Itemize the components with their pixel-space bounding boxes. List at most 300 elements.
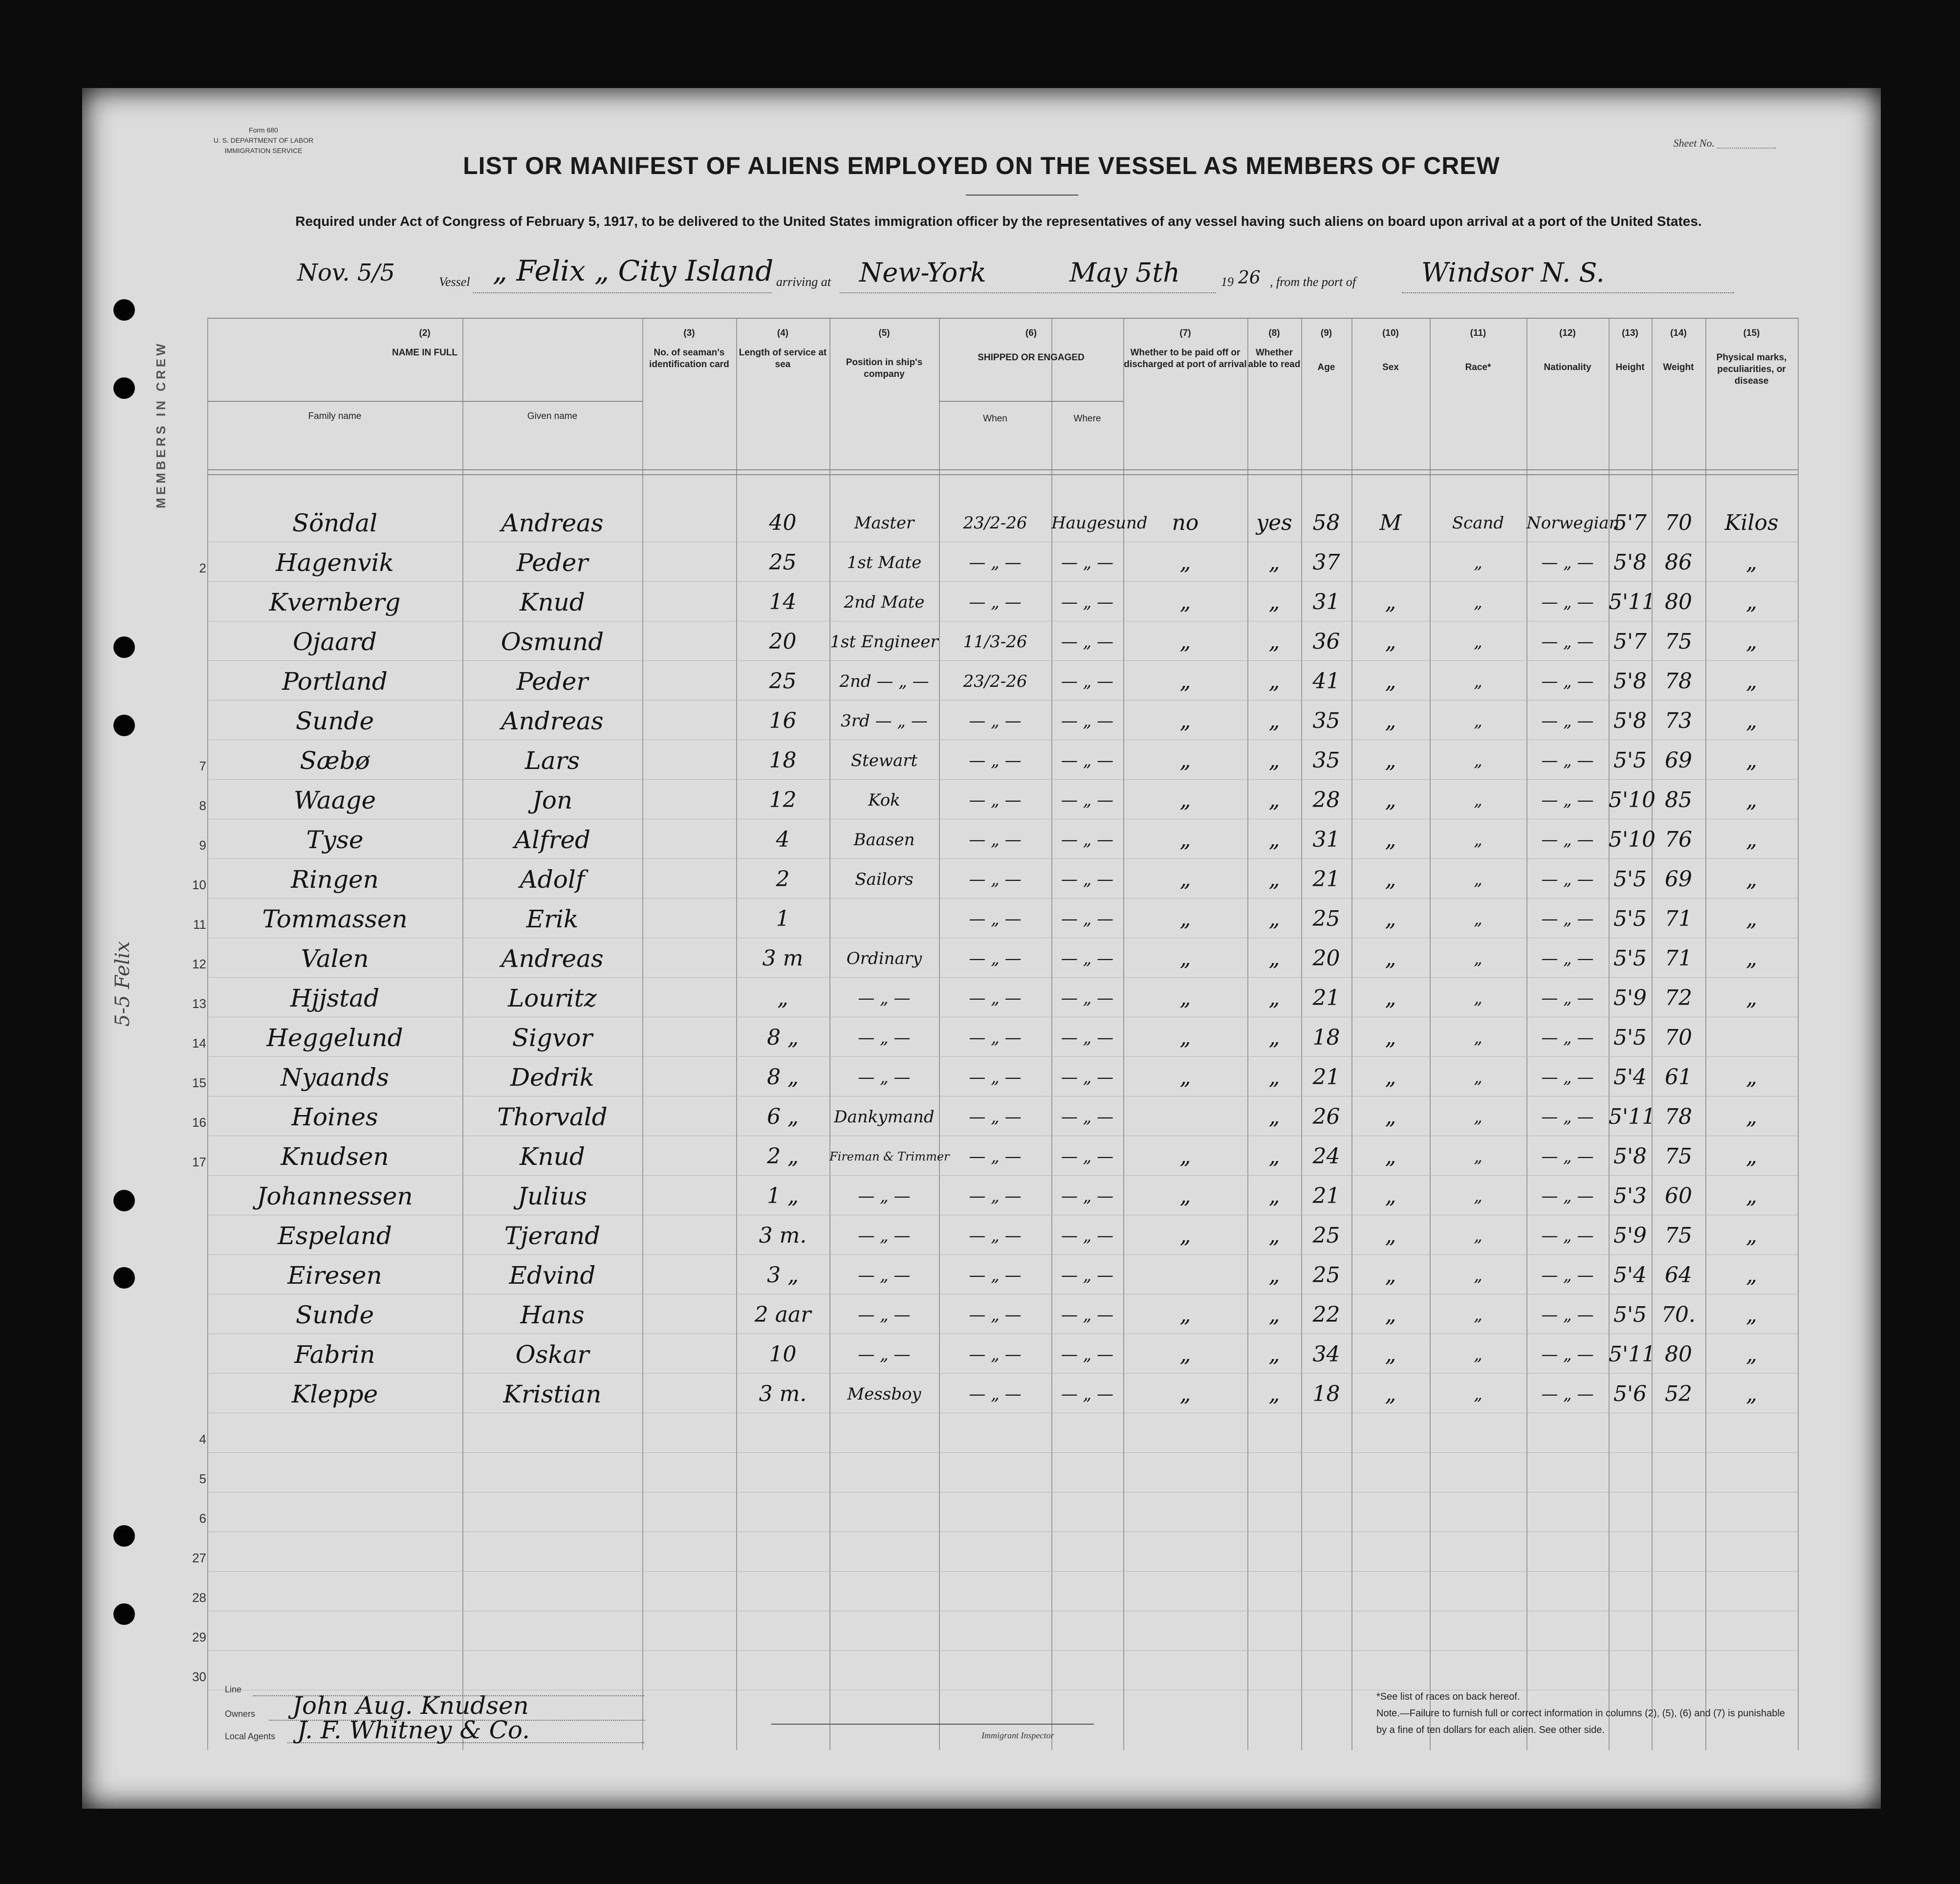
cell-race: „: [1474, 1384, 1482, 1404]
cell-family: Portland: [282, 667, 388, 696]
cell-sex: „: [1385, 1302, 1396, 1327]
crew-row: [192, 1541, 1798, 1571]
crew-row: [199, 1422, 1798, 1452]
column-header-label: NAME IN FULL: [392, 348, 458, 358]
cell-race: „: [1474, 949, 1482, 968]
requirement-text: Required under Act of Congress of February 5, 1917, to be delivered to the United States immigration officer by the representatives of any vessel having such aliens on board upon arrival at a port of the United States.: [295, 214, 1702, 229]
cell-height: 5'7: [1613, 629, 1647, 654]
cell-race: „: [1474, 870, 1482, 889]
cell-height: 5'7: [1613, 510, 1647, 535]
cell-given: Knud: [520, 1142, 585, 1171]
cell-marks: „: [1746, 986, 1757, 1010]
cell-age: 25: [1312, 1223, 1340, 1248]
cell-marks: „: [1746, 629, 1757, 654]
cell-race: „: [1474, 830, 1482, 850]
cell-race: „: [1474, 553, 1482, 572]
crew-row: [199, 1462, 1798, 1492]
crew-row: [192, 865, 1798, 898]
crew-table: [192, 318, 1798, 1750]
cell-age: 28: [1312, 788, 1340, 812]
cell-sex: „: [1385, 1342, 1396, 1367]
cell-position: — „ —: [858, 988, 911, 1008]
cell-given: Hans: [520, 1301, 585, 1329]
cell-service: 10: [769, 1342, 797, 1367]
row-number: 17: [192, 1155, 206, 1169]
year: 26: [1238, 268, 1261, 288]
cell-given: Andreas: [501, 944, 604, 973]
year-prefix: 19: [1221, 275, 1234, 289]
cell-given: Louritz: [508, 984, 597, 1012]
cell-sex: „: [1385, 708, 1396, 733]
line-label: Line: [225, 1685, 242, 1694]
column-header-label: Sex: [1382, 362, 1399, 372]
cell-read: „: [1268, 1263, 1280, 1288]
crew-row: [207, 667, 1798, 700]
cell-weight: 86: [1665, 550, 1692, 575]
cell-position: Master: [854, 513, 915, 533]
cell-paid: „: [1179, 1342, 1191, 1367]
cell-read: „: [1268, 669, 1280, 694]
cell-age: 31: [1312, 590, 1340, 614]
cell-nationality: — „ —: [1541, 672, 1594, 691]
agents-label: Local Agents: [225, 1731, 276, 1741]
column-header-num: (10): [1382, 328, 1399, 338]
from-dotted-line: [1402, 292, 1734, 293]
cell-family: Knudsen: [281, 1142, 389, 1171]
cell-service: 18: [769, 748, 797, 773]
cell-paid: „: [1179, 1183, 1191, 1208]
cell-nationality: — „ —: [1541, 1226, 1594, 1246]
cell-weight: 70: [1665, 1025, 1692, 1050]
cell-read: „: [1268, 1065, 1280, 1090]
row-number: 4: [199, 1432, 206, 1446]
cell-age: 34: [1312, 1342, 1340, 1367]
crew-row: [207, 588, 1798, 621]
binder-hole: [113, 1190, 135, 1211]
cell-weight: 78: [1665, 669, 1692, 694]
crew-row: [192, 984, 1798, 1017]
column-header-label: Height: [1615, 362, 1645, 372]
cell-position: Kok: [868, 790, 900, 810]
cell-sex: „: [1385, 1025, 1396, 1050]
cell-nationality: — „ —: [1541, 1068, 1594, 1087]
cell-where: — „ —: [1061, 909, 1114, 929]
crew-row: [192, 1580, 1798, 1611]
cell-position: 2nd — „ —: [839, 672, 929, 691]
cell-where: — „ —: [1061, 988, 1114, 1008]
cell-family: Hoines: [291, 1103, 378, 1131]
cell-given: Oskar: [515, 1340, 589, 1369]
table-row-rule: [207, 1056, 1798, 1057]
column-header-num: (5): [878, 328, 890, 338]
cell-given: Sigvor: [512, 1024, 593, 1052]
cell-family: Tommassen: [262, 905, 408, 933]
crew-row: [192, 1142, 1798, 1175]
cell-given: Julius: [517, 1182, 588, 1210]
cell-age: 21: [1312, 1183, 1340, 1208]
cell-position: Fireman & Trimmer: [829, 1150, 950, 1163]
cell-when: — „ —: [969, 751, 1022, 770]
margin-note: 5-5 Felix: [111, 941, 134, 1027]
vessel-dotted-line: [473, 292, 771, 293]
cell-weight: 76: [1665, 827, 1692, 852]
cell-age: 18: [1312, 1381, 1340, 1406]
cell-race: „: [1474, 1345, 1482, 1364]
cell-age: 18: [1312, 1025, 1340, 1050]
row-number: 14: [192, 1036, 206, 1051]
cell-read: „: [1268, 1183, 1280, 1208]
cell-where: — „ —: [1061, 672, 1114, 691]
cell-family: Espeland: [278, 1222, 392, 1250]
column-header-sub: When: [983, 414, 1007, 424]
cell-read: „: [1268, 1342, 1280, 1367]
cell-weight: 75: [1665, 1223, 1692, 1248]
column-header-num: (14): [1670, 328, 1687, 338]
crew-row: [207, 630, 1798, 660]
cell-service: 16: [769, 708, 797, 733]
crew-row: [207, 1382, 1798, 1413]
cell-when: 23/2-26: [963, 513, 1027, 533]
cell-when: — „ —: [969, 870, 1022, 889]
cell-where: — „ —: [1061, 870, 1114, 889]
cell-age: 31: [1312, 827, 1340, 852]
column-header-label: Whether to be paid off or discharged at port of arrival: [1124, 348, 1247, 370]
cell-service: 6 „: [767, 1104, 799, 1129]
cell-height: 5'8: [1613, 708, 1647, 733]
arriving-port: New-York: [859, 257, 986, 288]
cell-race: „: [1474, 632, 1482, 652]
manifest-sheet: [82, 88, 1881, 1809]
margin-header: MEMBERS IN CREW: [153, 341, 168, 508]
vessel-name: „ Felix „ City Island: [493, 254, 774, 287]
column-header-num: (3): [683, 328, 695, 338]
cell-weight: 75: [1665, 629, 1692, 654]
title-rule: [966, 195, 1078, 196]
cell-service: 14: [769, 590, 797, 614]
cell-position: — „ —: [858, 1028, 911, 1048]
cell-sex: „: [1385, 1104, 1396, 1129]
cell-weight: 72: [1665, 986, 1692, 1010]
cell-position: — „ —: [858, 1305, 911, 1325]
table-row-rule: [207, 660, 1798, 661]
cell-family: Waage: [293, 786, 376, 814]
cell-nationality: — „ —: [1541, 870, 1594, 889]
crew-row: [199, 548, 1798, 581]
cell-where: — „ —: [1061, 1107, 1114, 1127]
cell-service: 3 m: [762, 946, 804, 971]
column-header-label: Race*: [1465, 362, 1491, 372]
row-number: 6: [199, 1511, 206, 1526]
cell-read: yes: [1256, 510, 1292, 535]
cell-nationality: — „ —: [1541, 751, 1594, 770]
cell-family: Johannessen: [257, 1182, 413, 1210]
cell-read: „: [1268, 1104, 1280, 1129]
cell-family: Nyaands: [281, 1063, 389, 1092]
cell-age: 37: [1312, 550, 1340, 575]
cell-paid: „: [1179, 1025, 1191, 1050]
cell-service: 2 „: [767, 1144, 799, 1169]
cell-paid: „: [1179, 629, 1191, 654]
binder-hole: [113, 1525, 135, 1547]
penalty-note: Note.—Failure to furnish full or correct information in columns (2), (5), (6) and (7) is punishable by a fine of ten dollars for each alien. See other side.: [1376, 1708, 1785, 1735]
cell-where: — „ —: [1061, 751, 1114, 770]
cell-nationality: — „ —: [1541, 988, 1594, 1008]
cell-family: Tyse: [306, 826, 364, 854]
crew-row: [207, 1340, 1798, 1373]
cell-paid: „: [1179, 590, 1191, 614]
cell-service: 1 „: [767, 1183, 799, 1208]
cell-marks: „: [1746, 1302, 1757, 1327]
cell-given: Tjerand: [504, 1222, 601, 1250]
table-row-rule: [207, 1571, 1798, 1572]
cell-position: Dankymand: [834, 1107, 935, 1127]
crew-row: [192, 1103, 1798, 1136]
cell-race: „: [1474, 1266, 1482, 1285]
cell-age: 24: [1312, 1144, 1340, 1169]
column-header-sub: Given name: [527, 411, 578, 421]
cell-read: „: [1268, 1302, 1280, 1327]
cell-position: — „ —: [858, 1345, 911, 1364]
binder-hole: [113, 299, 135, 321]
crew-row: [207, 709, 1798, 740]
cell-where: — „ —: [1061, 1147, 1114, 1166]
cell-read: „: [1268, 708, 1280, 733]
cell-paid: „: [1179, 867, 1191, 892]
cell-given: Erik: [526, 905, 579, 933]
cell-where: — „ —: [1061, 1028, 1114, 1048]
cell-age: 25: [1312, 1263, 1340, 1288]
cell-marks: „: [1746, 708, 1757, 733]
cell-height: 5'9: [1613, 1223, 1647, 1248]
cell-marks: „: [1746, 1144, 1757, 1169]
crew-row: [199, 746, 1798, 779]
column-header-label: Age: [1317, 362, 1335, 372]
cell-weight: 69: [1665, 748, 1692, 773]
cell-when: — „ —: [969, 949, 1022, 968]
cell-sex: „: [1385, 946, 1396, 971]
cell-family: Hagenvik: [276, 548, 394, 577]
sheet-number-label: Sheet No.: [1673, 137, 1715, 149]
cell-sex: M: [1379, 510, 1402, 535]
cell-sex: „: [1385, 788, 1396, 812]
cell-age: 21: [1312, 867, 1340, 892]
cell-family: Fabrin: [294, 1340, 375, 1369]
cell-position: — „ —: [858, 1186, 911, 1206]
column-header-num: (12): [1559, 328, 1576, 338]
cell-paid: „: [1179, 986, 1191, 1010]
cell-given: Adolf: [520, 865, 585, 894]
cell-race: „: [1474, 988, 1482, 1008]
cell-weight: 71: [1665, 906, 1692, 931]
cell-nationality: — „ —: [1541, 1266, 1594, 1285]
cell-marks: „: [1746, 946, 1757, 971]
cell-race: „: [1474, 1107, 1482, 1127]
cell-read: „: [1268, 1025, 1280, 1050]
cell-sex: „: [1385, 1144, 1396, 1169]
cell-weight: 85: [1665, 788, 1692, 812]
cell-nationality: — „ —: [1541, 830, 1594, 850]
header-group-rule: [207, 401, 642, 402]
cell-service: 40: [769, 510, 797, 535]
cell-weight: 64: [1665, 1263, 1692, 1288]
cell-read: „: [1268, 590, 1280, 614]
row-number: 16: [192, 1115, 206, 1130]
cell-given: Peder: [516, 667, 588, 696]
cell-paid: „: [1179, 946, 1191, 971]
cell-read: „: [1268, 550, 1280, 575]
column-header-label: Position in ship's company: [846, 357, 923, 379]
cell-sex: „: [1385, 1381, 1396, 1406]
cell-weight: 78: [1665, 1104, 1692, 1129]
cell-nationality: — „ —: [1541, 1186, 1594, 1206]
cell-family: Sunde: [295, 707, 374, 735]
cell-when: — „ —: [969, 592, 1022, 612]
cell-paid: „: [1179, 669, 1191, 694]
cell-where: — „ —: [1061, 632, 1114, 652]
cell-service: 12: [769, 788, 797, 812]
row-number: 7: [199, 759, 206, 773]
department: U. S. DEPARTMENT OF LABOR: [213, 136, 314, 144]
table-row-rule: [207, 700, 1798, 701]
cell-when: 11/3-26: [963, 632, 1027, 652]
row-number: 9: [199, 838, 206, 853]
agents-signature: J. F. Whitney & Co.: [297, 1716, 530, 1744]
cell-when: — „ —: [969, 790, 1022, 810]
cell-race: „: [1474, 1186, 1482, 1206]
cell-paid: „: [1179, 788, 1191, 812]
column-header-num: (13): [1622, 328, 1638, 338]
cell-height: 5'11: [1609, 590, 1656, 614]
cell-paid: „: [1179, 708, 1191, 733]
cell-family: Kleppe: [291, 1380, 378, 1408]
cell-sex: „: [1385, 986, 1396, 1010]
cell-age: 21: [1312, 986, 1340, 1010]
cell-sex: „: [1385, 867, 1396, 892]
footer-notes: [1376, 1688, 1792, 1738]
cell-given: Alfred: [514, 826, 591, 854]
crew-row: [192, 1620, 1798, 1650]
column-header-sub: Where: [1073, 414, 1101, 424]
cell-paid: „: [1179, 550, 1191, 575]
cell-nationality: — „ —: [1541, 1028, 1594, 1048]
cell-sex: „: [1385, 629, 1396, 654]
inspector-label: Immigrant Inspector: [981, 1731, 1054, 1740]
cell-marks: „: [1746, 1263, 1757, 1288]
table-row-rule: [207, 858, 1798, 859]
cell-given: Andreas: [501, 707, 604, 735]
cell-where: — „ —: [1061, 949, 1114, 968]
cell-family: Heggelund: [266, 1024, 403, 1052]
cell-height: 5'5: [1613, 946, 1647, 971]
row-number: 13: [192, 996, 206, 1011]
column-header-num: (4): [777, 328, 789, 338]
cell-service: 3 „: [767, 1263, 799, 1288]
cell-given: Peder: [516, 548, 588, 577]
cell-marks: „: [1746, 827, 1757, 852]
table-header-rule: [207, 318, 1798, 319]
cell-position: — „ —: [858, 1068, 911, 1087]
cell-sex: „: [1385, 827, 1396, 852]
cell-family: Valen: [301, 944, 369, 973]
cell-sex: „: [1385, 906, 1396, 931]
row-number: 5: [199, 1471, 206, 1486]
cell-height: 5'11: [1609, 1342, 1656, 1367]
cell-service: 3 m.: [759, 1223, 807, 1248]
cell-when: — „ —: [969, 1345, 1022, 1364]
cell-family: Kvernberg: [269, 588, 401, 616]
cell-family: Eiresen: [287, 1261, 382, 1290]
cell-weight: 61: [1665, 1065, 1692, 1090]
cell-service: „: [777, 986, 788, 1010]
cell-paid: „: [1179, 1302, 1191, 1327]
cell-position: 2nd Mate: [844, 592, 925, 612]
cell-marks: „: [1746, 669, 1757, 694]
cell-family: Ringen: [291, 865, 379, 894]
cell-age: 21: [1312, 1065, 1340, 1090]
cell-when: — „ —: [969, 1186, 1022, 1206]
cell-position: 1st Mate: [847, 553, 922, 572]
cell-where: — „ —: [1061, 1305, 1114, 1325]
cell-given: Knud: [520, 588, 585, 616]
cell-race: „: [1474, 751, 1482, 770]
binder-hole: [113, 377, 135, 399]
cell-where: — „ —: [1061, 1226, 1114, 1246]
table-row-rule: [207, 581, 1798, 582]
cell-nationality: — „ —: [1541, 1305, 1594, 1325]
arriving-dotted-line: [840, 292, 1216, 293]
header-group-rule: [939, 401, 1123, 402]
cell-position: Sailors: [855, 870, 914, 889]
cell-height: 5'5: [1613, 1302, 1647, 1327]
cell-when: — „ —: [969, 909, 1022, 929]
race-note: *See list of races on back hereof.: [1376, 1691, 1520, 1702]
cell-height: 5'8: [1613, 669, 1647, 694]
cell-where: — „ —: [1061, 553, 1114, 572]
column-header-num: (15): [1743, 328, 1760, 338]
cell-family: Söndal: [292, 509, 378, 537]
row-number: 2: [199, 561, 206, 575]
cell-when: 23/2-26: [963, 672, 1027, 691]
cell-age: 25: [1312, 906, 1340, 931]
cell-position: — „ —: [858, 1226, 911, 1246]
cell-race: „: [1474, 909, 1482, 929]
cell-height: 5'8: [1613, 550, 1647, 575]
cell-race: „: [1474, 592, 1482, 612]
column-header-label: Whether able to read: [1248, 348, 1301, 370]
cell-sex: „: [1385, 590, 1396, 614]
cell-height: 5'10: [1609, 827, 1656, 852]
cell-read: „: [1268, 906, 1280, 931]
cell-when: — „ —: [969, 553, 1022, 572]
owners-signature: John Aug. Knudsen: [292, 1691, 529, 1720]
cell-where: Haugesund: [1051, 513, 1148, 533]
cell-given: Edvind: [509, 1261, 596, 1290]
cell-where: — „ —: [1061, 1266, 1114, 1285]
cell-height: 5'5: [1613, 1025, 1647, 1050]
from-port: Windsor N. S.: [1421, 257, 1605, 288]
vessel-label: Vessel: [439, 275, 470, 289]
crew-row: [207, 511, 1798, 542]
form-number: Form 680: [249, 126, 278, 134]
cell-age: 20: [1312, 946, 1340, 971]
cell-nationality: — „ —: [1541, 632, 1594, 652]
cell-marks: Kilos: [1724, 510, 1779, 535]
column-header-num: (11): [1470, 328, 1486, 338]
cell-position: — „ —: [858, 1266, 911, 1285]
cell-height: 5'8: [1613, 1144, 1647, 1169]
cell-paid: „: [1179, 748, 1191, 773]
cell-nationality: — „ —: [1541, 909, 1594, 929]
